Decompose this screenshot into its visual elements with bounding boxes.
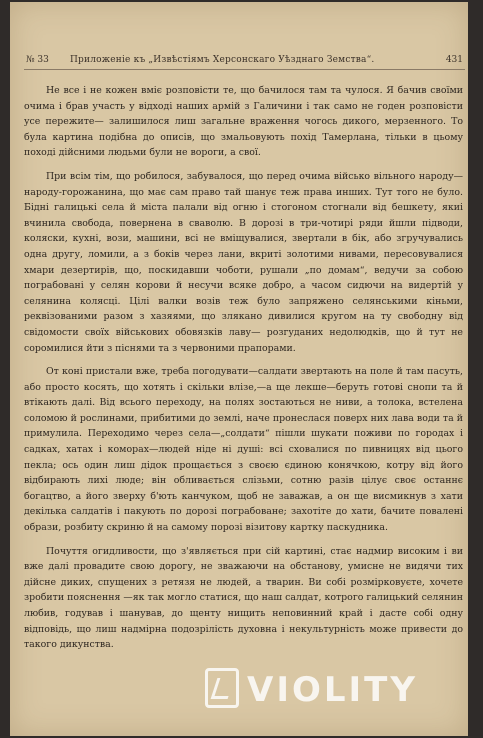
issue-number: № 33: [26, 55, 49, 65]
paragraph: При всім тім, що робилося, забувалося, що перед очима військо вільного народу—народу-горожанина, що має сам право тай шанує теж права инших. Тут того не було. Бідні галицькі села й міста палали від огню і стогоном стогнали від бешкету, якиі вчинила свобода, повернена в сваволю. В дорозі в три-чотирі ряди йшли підводи, коляски, кухні, вози, машини, всі не вміщувалися, звертали в бік, або згручувались одна другу, ломили, а з боків через лани, вкриті золотими нивами, пересовувалися хмари дезертирів, що, поскидавши чоботи, рушали „по домам“, ведучи за собою пограбовані у селян корови й несучи всяке добро, а часом сидючи на видертій у селянина колясці. Цілі валки возів теж було запряжено селянськими кіньми, реквізованими разом з хазяями, що злякано дивилися кругом на ту свободну від свідомости своїх військових обовязків лаву— розгуданих недолюдків, що й тут не соромилися йти з піснями та з червоними прапорами.: [24, 170, 463, 354]
paragraph: От коні пристали вже, треба погодувати—салдати звертають на поле й там пасуть, або просто косять, що хотять і скільки влізе,—а ще лекше—беруть готові снопи та й втікають далі. Від всього переходу, на полях зостаються не ниви, а толока, встелена соломою й рослинами, прибитими до землі, наче пронеслася поверх них лава води та й примулила. Переходимо через села—„солдати“ пішли шукати поживи по городах і садках, хатах і коморах—людей ніде ні душі: всі сховалися по пивницях від цього пекла; ось один лиш дідок прощається з своєю єдиною конячкою, котру від його відбирають лихі люде; він обливається слізьми, сотню разів цілує своє останнє богацтво, а його зверху б'ють канчуком, щоб не заважав, а он ще висмикнув з хати декілька салдатів і пакують по дорозі пограбоване; захотіте до хати, бачите повалені образи, розбиту скриню й на самому порозі візитову картку паскудника.: [24, 366, 463, 534]
page-number: 431: [445, 55, 463, 65]
paragraph: Почуття огидливости, що з'являється при сій картині, стає надмир високим і ви вже далі провадите свою дорогу, не зважаючи на обстанову, умисне не видячи тих дійсне диких, спущених з ретязя не людей, а тварин. Ви собі розмірковуєте, хочете зробити пояснення —як так могло статися, що наш салдат, котрого галицький селянин любив, годував і шанував, до щенту нищить неповинний край і дасте собі одну відповідь, що лиш надмірна подозрілість духовна і некультурність може привести до такого дикунства.: [24, 545, 463, 651]
violity-watermark: [205, 668, 465, 712]
header-rule: [24, 69, 465, 70]
watermark-text: VIOLITY: [247, 670, 418, 710]
violity-logo-icon: [205, 668, 239, 708]
page-header: [26, 55, 463, 73]
body-text: [24, 83, 463, 661]
header-title: Приложеніе къ „Извѣстіямъ Херсонскаго Уѣзднаго Земства“.: [70, 55, 375, 65]
paragraph: Не все і не кожен вміє розповісти те, що бачилося там та чулося. Я бачив своїми очима і брав участь у відході наших армій з Галичини і так само не годен розповісти усе пережите— залишилося лиш загальне враження чогось дикого, мерзенного. То була картина подібна до описів, що змальовують похід Тамерлана, тільки в цьому поході дійсними людьми були не вороги, а свої.: [24, 85, 463, 159]
